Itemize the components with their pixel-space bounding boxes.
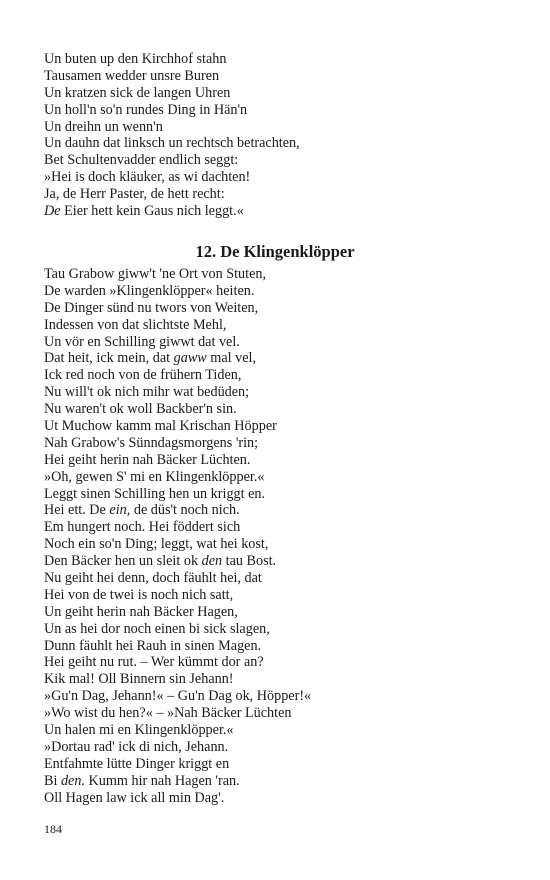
verse-text: Un kratzen sick de langen Uhren [44, 84, 231, 101]
verse-text: Entfahmte lütte Dinger kriggt en [44, 755, 230, 772]
verse-emphasis: ein, [109, 502, 131, 519]
verse-text: »Gu'n Dag, Jehann!« – Gu'n Dag ok, Höpper!« [44, 688, 312, 705]
verse-text: Un halen mi en Klingenklöpper.« [44, 722, 234, 739]
verse-emphasis: De [44, 203, 61, 220]
verse-line [44, 604, 514, 621]
verse-text: Un buten up den Kirchhof stahn [44, 51, 227, 67]
verse-line [44, 722, 514, 739]
verse-line [44, 553, 514, 570]
poem-stanza-continued [44, 51, 514, 220]
verse-text: tau Bost. [222, 553, 277, 570]
verse-emphasis: gaww [173, 350, 207, 367]
verse-text: de düs't noch nich. [130, 502, 240, 519]
verse-line [44, 135, 514, 152]
verse-text: Ut Muchow kamm mal Krischan Höpper [44, 418, 277, 435]
verse-line [44, 739, 514, 756]
verse-line [44, 773, 514, 790]
poem-title: 12. De Klingenklöpper [195, 242, 355, 261]
verse-line [44, 401, 514, 418]
verse-text: Kik mal! Oll Binnern sin Jehann! [44, 671, 234, 688]
verse-text: Bi [44, 772, 61, 789]
verse-line [44, 705, 514, 722]
verse-text: Oll Hagen law ick all min Dag'. [44, 789, 225, 806]
verse-text: mal vel, [206, 350, 256, 367]
verse-line [44, 452, 514, 469]
verse-text: Un dauhn dat linksch un rechtsch betrachten, [44, 135, 300, 152]
verse-line [44, 51, 514, 68]
verse-text: Eier hett kein Gaus nich leggt.« [60, 203, 244, 220]
verse-text: Ja, de Herr Paster, de hett recht: [44, 186, 225, 203]
verse-text: Hei ett. De [44, 502, 110, 519]
verse-line [44, 85, 514, 102]
verse-line [44, 266, 514, 283]
verse-text: Nu will't ok nich mihr wat bedüden; [44, 384, 250, 401]
verse-line [44, 334, 514, 351]
verse-text: Tau Grabow giww't 'ne Ort von Stuten, [44, 266, 267, 282]
verse-line [44, 186, 514, 203]
verse-text: Un as hei dor noch einen bi sick slagen, [44, 620, 270, 637]
verse-line [44, 536, 514, 553]
verse-line [44, 350, 514, 367]
verse-text: Un dreihn un wenn'n [44, 118, 163, 135]
verse-line [44, 587, 514, 604]
verse-text: Hei geiht herin nah Bäcker Lüchten. [44, 451, 251, 468]
verse-line [44, 621, 514, 638]
verse-text: Hei von de twei is noch nich satt, [44, 586, 234, 603]
verse-line [44, 119, 514, 136]
verse-text: Kumm hir nah Hagen 'ran. [85, 772, 240, 789]
verse-line [44, 367, 514, 384]
verse-line [44, 203, 514, 220]
verse-text: Tausamen wedder unsre Buren [44, 67, 220, 84]
verse-text: De Dinger sünd nu twors von Weiten, [44, 299, 259, 316]
verse-text: De warden »Klingenklöpper« heiten. [44, 282, 255, 299]
page-number: 184 [44, 822, 62, 836]
verse-line [44, 519, 514, 536]
verse-text: Nu geiht hei denn, doch fäuhlt hei, dat [44, 570, 262, 587]
verse-line [44, 654, 514, 671]
verse-text: Nu waren't ok woll Backber'n sin. [44, 401, 237, 418]
verse-text: Dunn fäuhlt hei Rauh in sinen Magen. [44, 637, 262, 654]
verse-line [44, 502, 514, 519]
verse-text: »Wo wist du hen?« – »Nah Bäcker Lüchten [44, 705, 292, 722]
verse-line [44, 283, 514, 300]
verse-text: Bet Schultenvadder endlich seggt: [44, 152, 239, 169]
verse-text: Den Bäcker hen un sleit ok [44, 553, 202, 570]
verse-line [44, 317, 514, 334]
verse-line [44, 152, 514, 169]
verse-text: »Dortau rad' ick di nich, Jehann. [44, 738, 229, 755]
verse-line [44, 435, 514, 452]
verse-line [44, 384, 514, 401]
verse-text: Dat heit, ick mein, dat [44, 350, 174, 367]
verse-line [44, 756, 514, 773]
verse-line [44, 671, 514, 688]
verse-line [44, 300, 514, 317]
verse-text: Un geiht herin nah Bäcker Hagen, [44, 603, 238, 620]
verse-line [44, 418, 514, 435]
verse-line [44, 486, 514, 503]
verse-text: »Hei is doch kläuker, as wi dachten! [44, 169, 251, 186]
verse-text: Em hungert noch. Hei föddert sich [44, 519, 241, 536]
verse-text: Un vör en Schilling giwwt dat vel. [44, 333, 240, 350]
verse-line [44, 68, 514, 85]
verse-line [44, 790, 514, 807]
verse-text: Hei geiht nu rut. – Wer kümmt dor an? [44, 654, 264, 671]
verse-text: Un holl'n so'n rundes Ding in Hän'n [44, 101, 248, 118]
verse-line [44, 102, 514, 119]
verse-line [44, 169, 514, 186]
poem-stanza-klingenkloepper [44, 266, 514, 807]
verse-line [44, 688, 514, 705]
verse-line [44, 638, 514, 655]
verse-emphasis: den. [60, 772, 85, 789]
verse-emphasis: den [201, 553, 223, 570]
verse-line [44, 469, 514, 486]
verse-text: Leggt sinen Schilling hen un kriggt en. [44, 485, 266, 502]
verse-text: »Oh, gewen S' mi en Klingenklöpper.« [44, 468, 265, 485]
verse-text: Nah Grabow's Sünndagsmorgens 'rin; [44, 434, 259, 451]
verse-line [44, 570, 514, 587]
verse-text: Noch ein so'n Ding; leggt, wat hei kost, [44, 536, 269, 553]
verse-text: Indessen von dat slichtste Mehl, [44, 316, 227, 333]
verse-text: Ick red noch von de frühern Tiden, [44, 367, 242, 384]
